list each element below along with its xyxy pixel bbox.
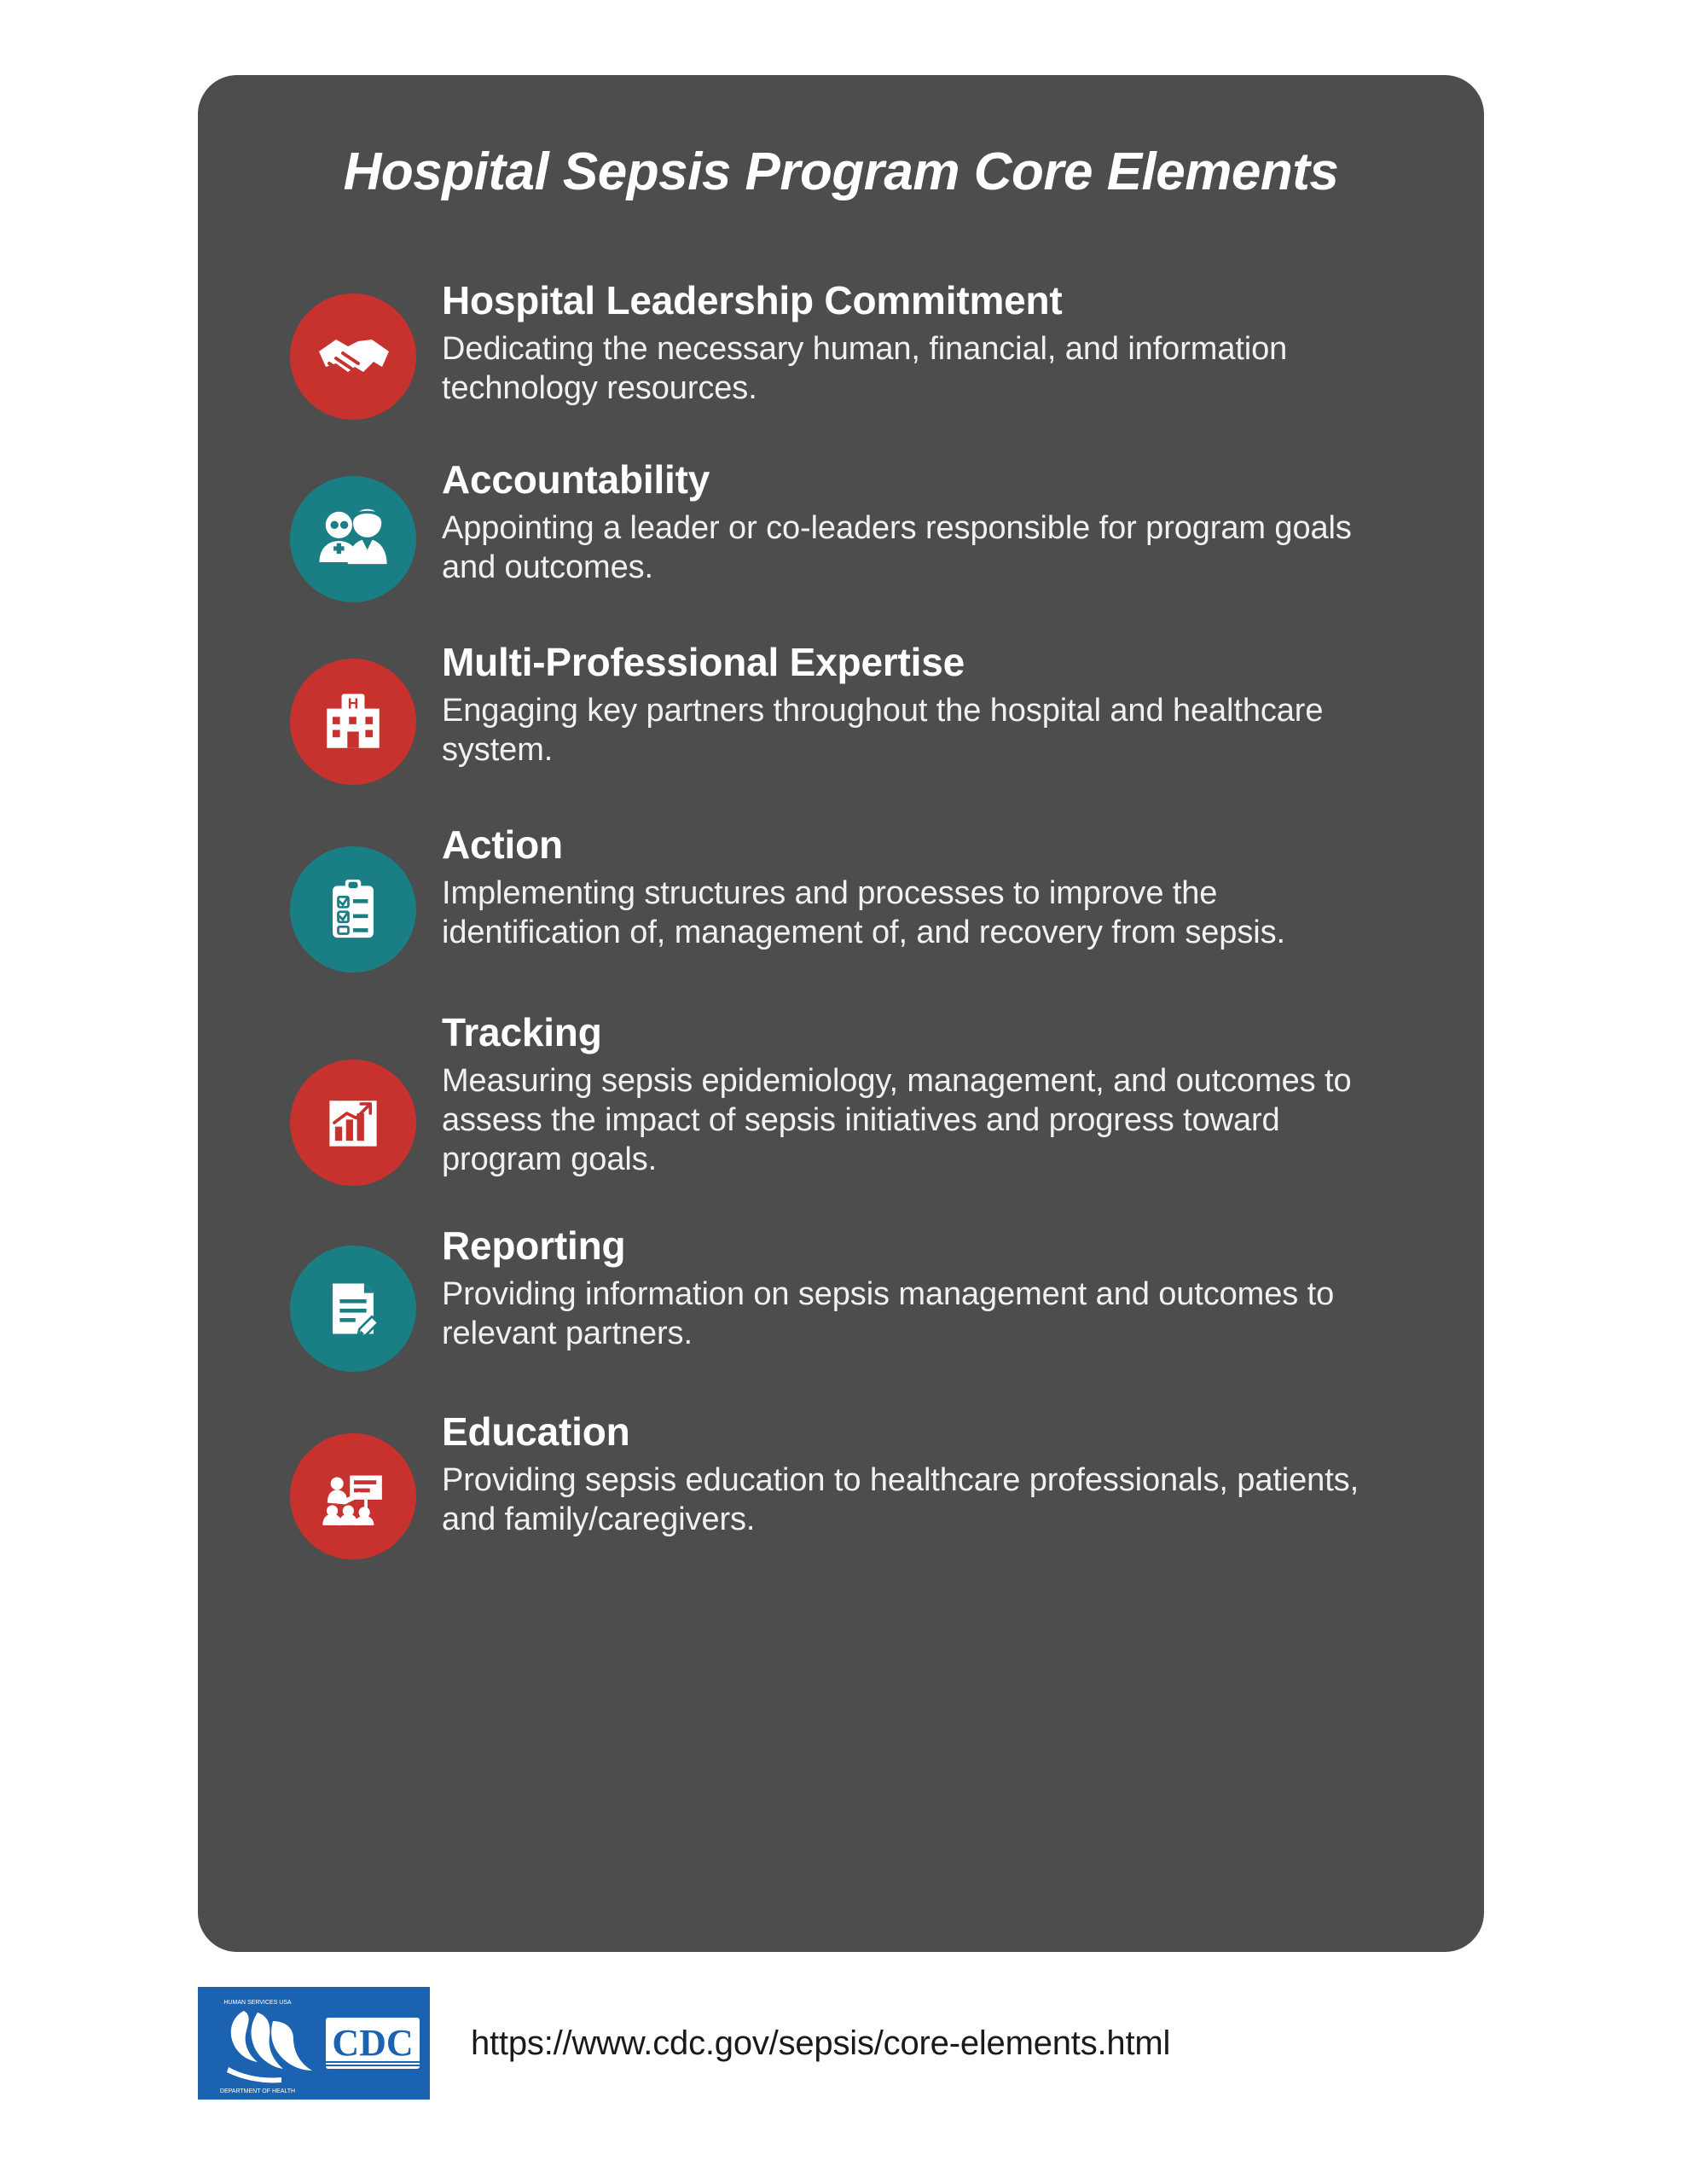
item-text bbox=[442, 1409, 1397, 1539]
item-description: Implementing structures and processes to improve the identification of, management of, and recovery from sepsis. bbox=[442, 874, 1285, 951]
icon-container bbox=[288, 476, 418, 602]
item-description: Providing information on sepsis management and outcomes to relevant partners. bbox=[442, 1275, 1335, 1352]
icon-container bbox=[288, 1433, 418, 1560]
item-title: Hospital Leadership Commitment bbox=[442, 278, 1063, 322]
item-text bbox=[442, 1223, 1397, 1353]
item-title: Accountability bbox=[442, 457, 710, 502]
item-title: Education bbox=[442, 1409, 630, 1454]
list-item bbox=[198, 1223, 1484, 1372]
list-item bbox=[198, 1409, 1484, 1560]
list-item bbox=[198, 457, 1484, 602]
svg-text:DEPARTMENT OF HEALTH: DEPARTMENT OF HEALTH bbox=[219, 2088, 296, 2094]
presentation-teaching-icon bbox=[290, 1433, 416, 1560]
two-people-icon bbox=[290, 476, 416, 602]
icon-container bbox=[288, 293, 418, 420]
svg-text:H: H bbox=[347, 694, 359, 712]
core-elements-card bbox=[198, 75, 1484, 1952]
bar-chart-arrow-icon bbox=[290, 1060, 416, 1186]
item-title: Multi-Professional Expertise bbox=[442, 640, 965, 684]
item-title: Action bbox=[442, 822, 563, 867]
item-description: Appointing a leader or co-leaders responsible for program goals and outcomes. bbox=[442, 509, 1352, 586]
item-text bbox=[442, 822, 1397, 952]
footer bbox=[198, 1979, 1484, 2107]
item-description: Dedicating the necessary human, financial, and information technology resources. bbox=[442, 330, 1288, 407]
hospital-building-icon bbox=[290, 659, 416, 785]
clipboard-checklist-icon bbox=[290, 846, 416, 973]
list-item bbox=[198, 278, 1484, 420]
source-url[interactable]: https://www.cdc.gov/sepsis/core-elements.html bbox=[471, 2024, 1171, 2062]
item-description: Engaging key partners throughout the hospital and healthcare system. bbox=[442, 692, 1324, 769]
item-text bbox=[442, 457, 1397, 587]
page-title: Hospital Sepsis Program Core Elements bbox=[343, 142, 1339, 201]
item-text bbox=[442, 640, 1397, 770]
core-elements-list bbox=[198, 278, 1484, 1597]
icon-container bbox=[288, 1246, 418, 1372]
svg-text:CDC: CDC bbox=[332, 2022, 414, 2064]
list-item bbox=[198, 822, 1484, 973]
item-description: Providing sepsis education to healthcare professionals, patients, and family/caregivers. bbox=[442, 1461, 1359, 1538]
item-description: Measuring sepsis epidemiology, management, and outcomes to assess the impact of sepsis initiatives and progress toward program goals. bbox=[442, 1062, 1352, 1178]
handshake-icon bbox=[290, 293, 416, 420]
icon-container bbox=[288, 659, 418, 785]
hhs-cdc-logo bbox=[198, 1987, 430, 2100]
list-item bbox=[198, 640, 1484, 785]
icon-container bbox=[288, 846, 418, 973]
svg-text:HUMAN SERVICES USA: HUMAN SERVICES USA bbox=[223, 2000, 292, 2006]
list-item bbox=[198, 1010, 1484, 1186]
item-text bbox=[442, 278, 1397, 408]
item-text bbox=[442, 1010, 1397, 1180]
icon-container bbox=[288, 1060, 418, 1186]
item-title: Tracking bbox=[442, 1010, 602, 1054]
item-title: Reporting bbox=[442, 1223, 626, 1268]
document-pencil-icon bbox=[290, 1246, 416, 1372]
